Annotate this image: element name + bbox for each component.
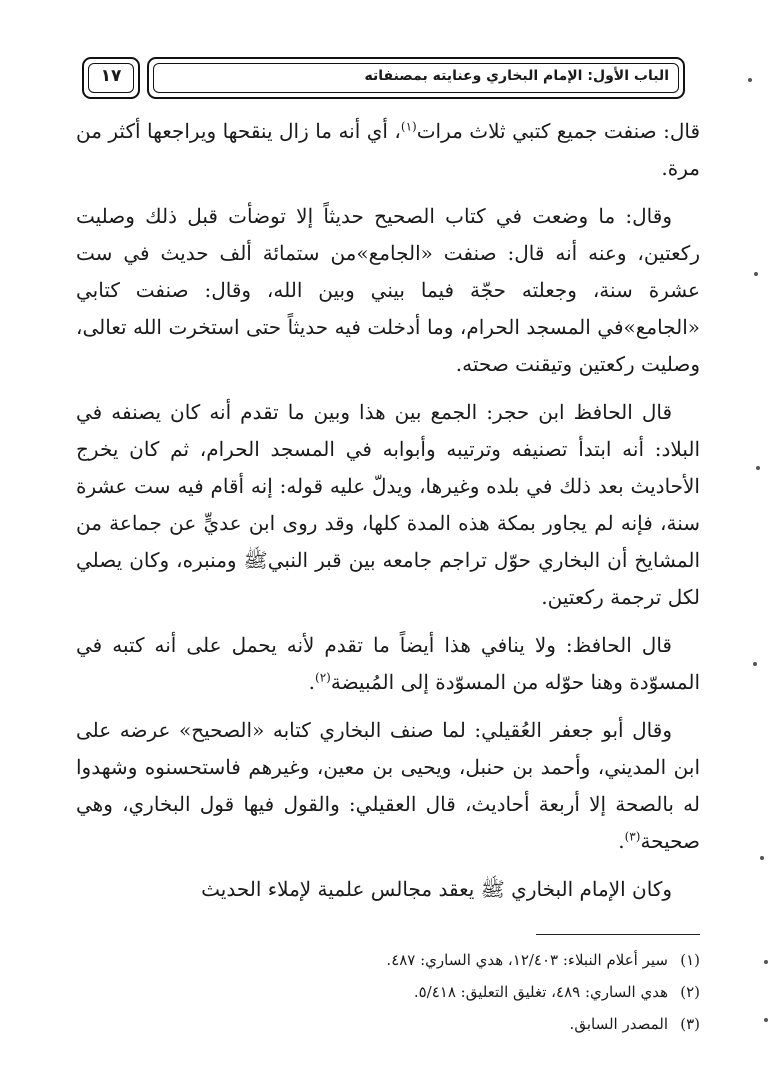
page-number: ١٧ — [100, 66, 122, 86]
footnote-1 — [76, 944, 700, 976]
body-text — [76, 113, 700, 919]
paragraph-text: قال الحافظ ابن حجر: الجمع بين هذا وبين ما تقدم أنه كان يصنفه في البلاد: أنه ابتدأ تصنيفه وترتيبه وأبوابه في المسجد الحرام، ثم كان يخرج الأحاديث بعد ذلك في بلده وغيرها، ويدلّ عليه قوله: إنه أقام فيه ست عشرة سنة، فإنه لم يجاور بمكة هذه المدة كلها، وقد روى ابن عديٍّ عن جماعة من المشايخ أن البخاري حوّل تراجم جامعه بين قبر النبيﷺ ومنبره، وكان يصلي لكل ترجمة ركعتين. — [76, 400, 701, 609]
footnote-text: هدي الساري: ٤٨٩، تغليق التعليق: ٥/٤١٨. — [413, 983, 668, 1001]
footnote-number: (١) — [680, 951, 700, 969]
paragraph-4 — [76, 627, 700, 701]
paragraph-text: وقال: ما وضعت في كتاب الصحيح حديثاً إلا توضأت قبل ذلك وصليت ركعتين، وعنه أنه قال: صنفت «الجامع»من ستمائة ألف حديث في ست عشرة سنة، وجعلته حجّة فيما بيني وبين الله، وقال: صنفت كتابي «الجامع»في المسجد الحرام، وما أدخلت فيه حديثاً حتى استخرت الله تعالى، وصليت ركعتين وتيقنت صحته. — [76, 204, 700, 376]
page-number-frame — [82, 57, 140, 99]
footnote-3 — [76, 1008, 700, 1040]
margin-mark — [764, 960, 768, 964]
paragraph-3 — [76, 394, 700, 616]
paragraph-2 — [76, 198, 700, 383]
footnote-ref-2: (٢) — [315, 670, 331, 685]
footnote-separator — [536, 934, 700, 935]
footnote-ref-3: (٣) — [624, 829, 641, 844]
paragraph-text: وقال أبو جعفر العُقيلي: لما صنف البخاري كتابه «الصحيح» عرضه على ابن المديني، وأحمد بن حنبل، ويحيى بن معين، وغيرهم فاستحسنوه وشهدوا له بالصحة إلا أربعة أحاديث، قال العقيلي: والقول فيها قول البخاري، وهي صحيحة — [76, 718, 700, 853]
chapter-title: الباب الأول: الإمام البخاري وعنايته بمصنفاته — [364, 68, 669, 84]
paragraph-text-tail: . — [308, 670, 316, 694]
margin-mark — [756, 466, 760, 470]
paragraph-6 — [76, 871, 700, 908]
chapter-title-frame — [147, 57, 685, 99]
footnotes — [76, 944, 700, 1040]
paragraph-text-tail: ، أي أنه ما زال ينقحها ويراجعها أكثر من مرة. — [76, 119, 700, 180]
footnote-number: (٣) — [680, 1015, 700, 1033]
margin-mark — [760, 856, 764, 860]
footnote-text: سير أعلام النبلاء: ١٢/٤٠٣، هدي الساري: ٤٨٧. — [386, 951, 668, 969]
paragraph-1 — [76, 113, 700, 187]
footnote-ref-1: (١) — [400, 119, 417, 134]
paragraph-text-tail: . — [618, 829, 625, 853]
margin-mark — [753, 662, 757, 666]
paragraph-text: قال الحافظ: ولا ينافي هذا أيضاً ما تقدم لأنه يحمل على أنه كتبه في المسوّدة وهنا حوّله من المسوّدة إلى المُبيضة — [76, 633, 700, 694]
margin-mark — [764, 1018, 768, 1022]
footnote-number: (٢) — [680, 983, 700, 1001]
footnote-2 — [76, 976, 700, 1008]
footnote-text: المصدر السابق. — [569, 1015, 668, 1033]
paragraph-text: وكان الإمام البخاري ﷺ يعقد مجالس علمية لإملاء الحديث — [201, 877, 672, 901]
margin-mark — [748, 78, 752, 82]
margin-mark — [754, 272, 758, 276]
paragraph-text: قال: صنفت جميع كتبي ثلاث مرات — [416, 119, 701, 143]
paragraph-5 — [76, 712, 700, 860]
